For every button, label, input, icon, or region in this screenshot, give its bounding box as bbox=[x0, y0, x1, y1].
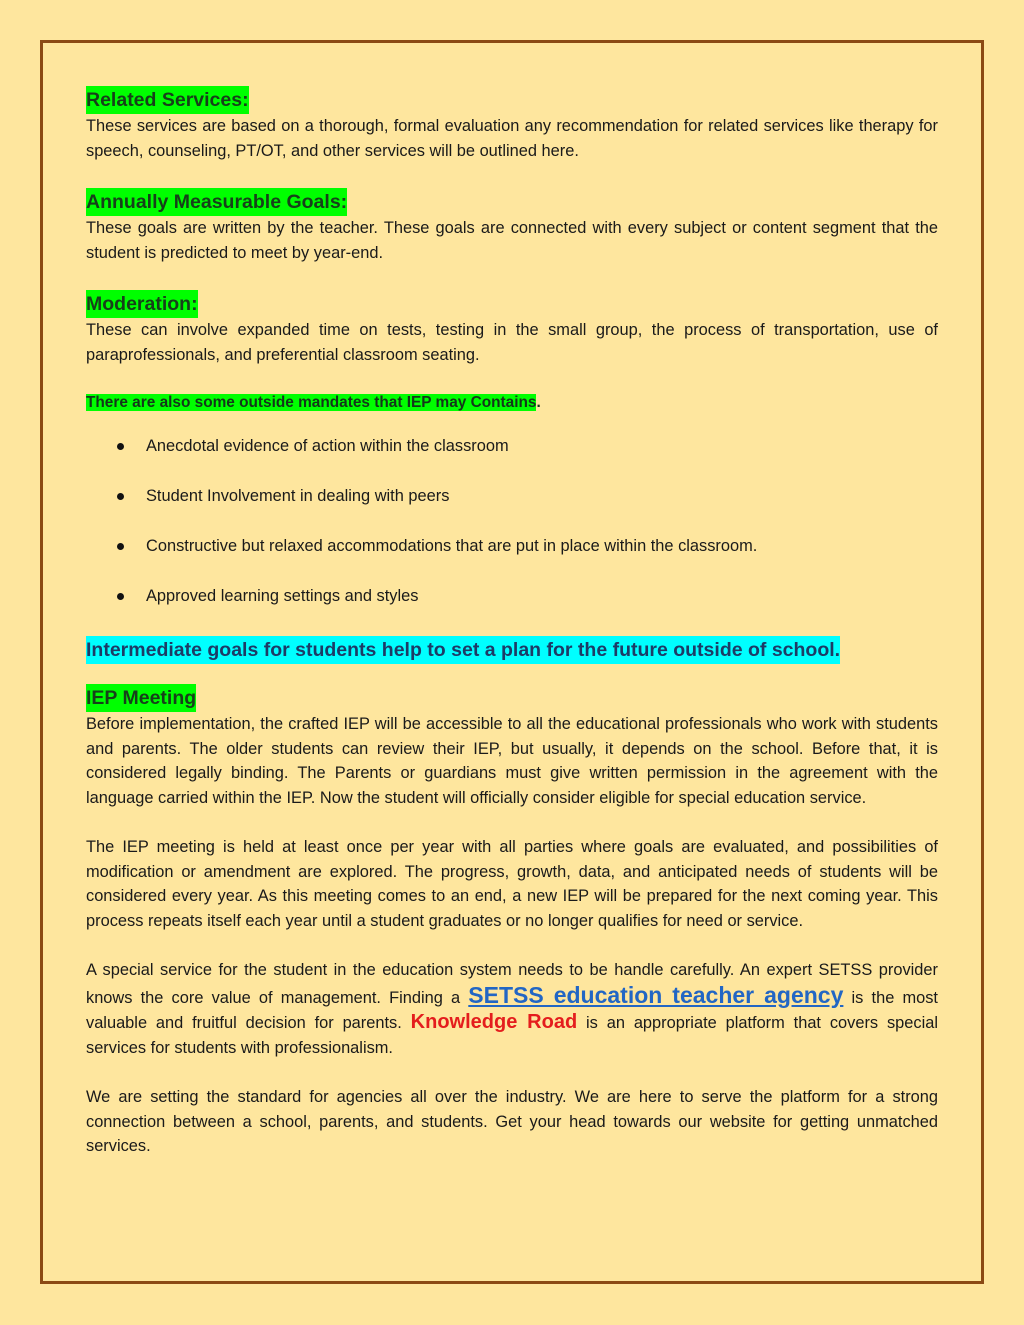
section-moderation bbox=[86, 290, 938, 367]
bullet-icon bbox=[117, 493, 124, 500]
bullet-icon bbox=[117, 593, 124, 600]
closing-paragraph-2: We are setting the standard for agencies all over the industry. We are here to serve the platform for a strong connection between a school, parents, and students. Get your head towards our website for getting unmatched services. bbox=[86, 1088, 938, 1155]
mandates-intro-period: . bbox=[536, 394, 541, 411]
bullet-icon bbox=[117, 543, 124, 550]
iep-meeting-paragraph-2: The IEP meeting is held at least once per year with all parties where goals are evaluated, and possibilities of modification or amendment are explored. The progress, growth, data, and anticipated needs of students will be considered every year. As this meeting comes to an end, a new IEP will be prepared for the next coming year. This process repeats itself each year until a student graduates or no longer qualifies for need or service. bbox=[86, 838, 938, 930]
annual-goals-heading: Annually Measurable Goals: bbox=[86, 188, 347, 216]
section-annual-goals bbox=[86, 188, 938, 265]
setss-agency-link[interactable]: SETSS education teacher agency bbox=[468, 981, 844, 1008]
list-item-text: Approved learning settings and styles bbox=[146, 587, 419, 605]
section-iep-meeting bbox=[86, 684, 938, 810]
mandates-intro-text: There are also some outside mandates that IEP may Contains bbox=[86, 394, 537, 411]
iep-meeting-heading: IEP Meeting bbox=[86, 684, 196, 712]
document-body bbox=[86, 86, 938, 1184]
moderation-heading: Moderation: bbox=[86, 290, 198, 318]
mandates-intro bbox=[86, 392, 938, 414]
section-closing bbox=[86, 958, 938, 1060]
list-item-text: Anecdotal evidence of action within the classroom bbox=[146, 437, 509, 455]
closing-paragraph-1 bbox=[86, 958, 938, 1060]
brand-name: Knowledge Road bbox=[410, 1011, 578, 1033]
intermediate-goals-heading: Intermediate goals for students help to set a plan for the future outside of school. bbox=[86, 636, 840, 664]
related-services-text: These services are based on a thorough, formal evaluation any recommendation for related services like therapy for speech, counseling, PT/OT, and other services will be outlined here. bbox=[86, 117, 938, 160]
list-item bbox=[86, 584, 938, 634]
annual-goals-text: These goals are written by the teacher. These goals are connected with every subject or content segment that the student is predicted to meet by year-end. bbox=[86, 219, 938, 262]
section-closing-2 bbox=[86, 1085, 938, 1159]
closing-text-middle: is the most valuable and fruitful decision for parents. bbox=[86, 988, 938, 1032]
iep-meeting-paragraph-1: Before implementation, the crafted IEP will be accessible to all the educational professionals who work with students and parents. The older students can review their IEP, but usually, it depends on the school. Before that, it is considered legally binding. The Parents or guardians must give written permission in the agreement with the language carried within the IEP. Now the student will officially consider eligible for special education service. bbox=[86, 715, 938, 807]
section-related-services bbox=[86, 86, 938, 163]
moderation-text: These can involve expanded time on tests, testing in the small group, the process of transportation, use of paraprofessionals, and preferential classroom seating. bbox=[86, 321, 938, 364]
list-item bbox=[86, 484, 938, 534]
section-iep-meeting-2 bbox=[86, 835, 938, 933]
bullet-icon bbox=[117, 443, 124, 450]
closing-text-before: A special service for the student in the education system needs to be handle carefully. An expert SETSS provider knows the core value of management. Finding a bbox=[86, 961, 938, 1007]
list-item bbox=[86, 534, 938, 584]
list-item-text: Constructive but relaxed accommodations that are put in place within the classroom. bbox=[146, 537, 758, 555]
list-item-text: Student Involvement in dealing with peers bbox=[146, 487, 450, 505]
mandates-list bbox=[86, 434, 938, 634]
closing-text-after: is an appropriate platform that covers special services for students with professionalism. bbox=[86, 1014, 938, 1057]
list-item bbox=[86, 434, 938, 484]
related-services-heading: Related Services: bbox=[86, 86, 249, 114]
